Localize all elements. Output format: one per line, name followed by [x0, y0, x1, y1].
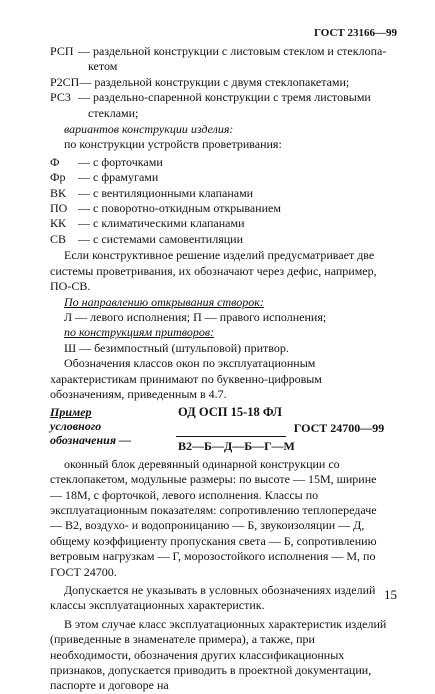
opening-text: Л — левого исполнения; П — правого исполнения; — [64, 309, 327, 324]
example-gost: ГОСТ 24700—99 — [293, 421, 385, 436]
ventilation-item: ВК — с вентиляционными клапанами — [50, 185, 254, 200]
ventilation-list — [50, 155, 390, 247]
construction-item — [50, 90, 390, 121]
ventilation-item: СВ — с системами самовентиляции — [50, 231, 243, 246]
paragraph-this-case: В этом случае класс эксплуатационных характеристик изделий (приведенные в знаменателе примера), а также, при необходимости, обозначения других классификационных признаков, допускается приводить в проектной документации, паспорте и договоре на — [50, 616, 387, 693]
paragraph-omit-classes: Допускается не указывать в условных обозначениях изделий классы эксплуатационных характеристик. — [50, 583, 376, 613]
example-label-cont: условного обозначения — — [50, 419, 131, 448]
construction-item — [50, 44, 390, 75]
fraction-line — [176, 428, 286, 437]
construction-code: РС3 — [50, 90, 71, 105]
standard-header: ГОСТ 23166—99 — [314, 27, 397, 39]
example-denominator: В2—Б—Д—Б—Г—М — [178, 438, 295, 453]
construction-item — [50, 75, 390, 90]
paragraph-two-systems: Если конструктивное решение изделий предусматривает две системы проветривания, их обозначают через дефис, например, ПО-СВ. — [50, 248, 377, 294]
construction-desc: — раздельно-спаренной конструкции с тремя листовыми — [78, 90, 371, 105]
ventilation-item: КК — с климатическими клапанами — [50, 216, 245, 231]
page-number: 15 — [384, 586, 397, 602]
latch-text: Ш — безимпостный (штульповой) притвор. — [64, 340, 289, 355]
opening-title: По направлению открывания створок: — [64, 294, 264, 309]
variants-title: вариантов конструкции изделия: — [64, 122, 234, 137]
construction-code: РСП — [50, 44, 74, 58]
construction-desc: — раздельной конструкции с листовым стеклом и стеклопа- — [78, 44, 387, 58]
ventilation-item: Фр — с фрамугами — [50, 170, 159, 185]
paragraph-example-explanation: оконный блок деревянный одинарной конструкции со стеклопакетом, модульные размеры: по высоте — 15М, ширине — 18М, с форточкой, левого исполнения. Классы по эксплуатационным показателям: сопротивлению теплопередаче — В2, воздухо- и водопроницанию — Б, звукоизоляции — Д, общему коэффициенту пропускания света — Б, сопротивлению ветровым нагрузкам — Г, морозостойкого исполнения — М, по ГОСТ 24700. — [50, 456, 377, 579]
paragraph-classes: Обозначения классов окон по эксплуатационным характеристикам принимают по буквенно-цифровым обозначениям, приведенным в 4.7. — [50, 356, 322, 401]
construction-desc-cont: стеклами; — [88, 105, 139, 120]
ventilation-item: ПО — с поворотно-откидным открыванием — [50, 201, 281, 216]
construction-desc: — раздельной конструкции с двумя стеклопакетами; — [79, 74, 350, 89]
designation-example — [50, 405, 390, 453]
construction-desc-cont: кетом — [88, 59, 118, 74]
ventilation-item: Ф — с форточками — [50, 154, 163, 169]
ventilation-intro: по конструкции устройств проветривания: — [64, 137, 282, 152]
example-label: Пример — [50, 405, 92, 420]
construction-code: Р2СП — [50, 74, 80, 89]
latch-title: по конструкциям притворов: — [64, 325, 215, 340]
example-numerator: ОД ОСП 15-18 ФЛ — [178, 405, 282, 420]
page-content — [50, 44, 390, 694]
